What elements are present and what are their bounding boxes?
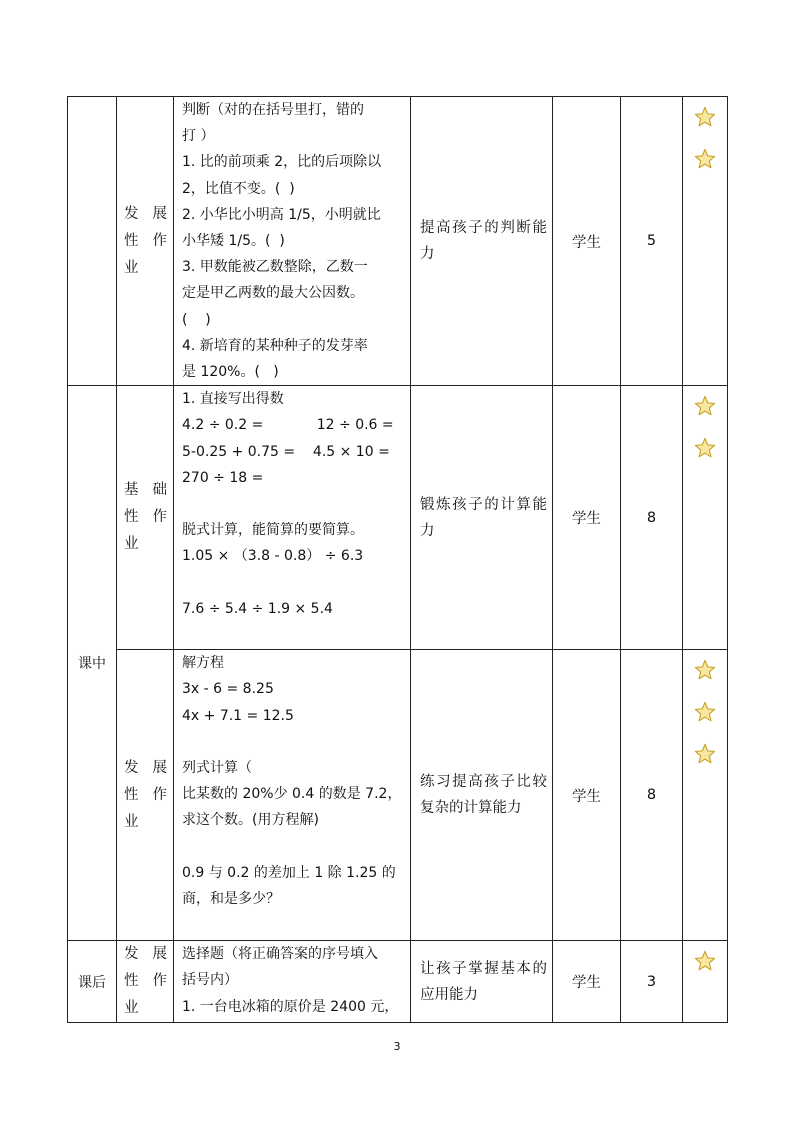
- who-cell: 学生: [553, 941, 621, 1023]
- stars-cell: [683, 97, 728, 386]
- goal-cell: 让孩子掌握基本的应用能力: [411, 941, 553, 1023]
- content-cell: [174, 941, 411, 1023]
- star-icon: [694, 395, 716, 417]
- table-row: [68, 386, 728, 650]
- content-line: 3. 甲数能被乙数整除，乙数一: [182, 259, 368, 276]
- content-line: [182, 834, 404, 860]
- goal-cell: 锻炼孩子的计算能力: [411, 386, 553, 650]
- content-line: 判断（对的在括号里打，错的: [182, 102, 364, 118]
- content-line: 列式计算（: [182, 760, 252, 777]
- content-line: 270 ÷ 18 =: [182, 469, 264, 486]
- content-cell: [174, 650, 411, 941]
- content-line: 2. 小华比小明高 1/5，小明就比: [182, 206, 381, 223]
- content-line: [182, 491, 404, 517]
- who-cell: 学生: [553, 97, 621, 386]
- content-line: 1. 一台电冰箱的原价是 2400 元，: [182, 998, 399, 1015]
- content-line: 打 ）: [182, 128, 215, 145]
- content-line: 小华矮 1/5。( ): [182, 233, 285, 250]
- table-row: [68, 941, 728, 1023]
- content-line: 1. 直接写出得数: [182, 391, 284, 408]
- star-icon: [694, 106, 716, 128]
- who-cell: 学生: [553, 386, 621, 650]
- content-cell: [174, 386, 411, 650]
- stars-cell: [683, 941, 728, 1023]
- content-line: 选择题（将正确答案的序号填入: [182, 946, 378, 963]
- minutes-cell: 3: [621, 941, 683, 1023]
- content-cell: [174, 97, 411, 386]
- content-line: 1.05 × （3.8 - 0.8） ÷ 6.3: [182, 548, 364, 565]
- stage-cell: 课后: [68, 941, 117, 1023]
- star-icon: [694, 701, 716, 723]
- content-line: 1. 比的前项乘 2，比的后项除以: [182, 154, 382, 171]
- stage-cell: 课中: [68, 386, 117, 941]
- content-line: 4. 新培育的某种种子的发芽率: [182, 337, 368, 354]
- star-icon: [694, 148, 716, 170]
- content-line: [182, 570, 404, 596]
- type-cell: 基础性作业: [117, 386, 174, 650]
- minutes-cell: 8: [621, 386, 683, 650]
- content-line: 是 120%。( ): [182, 364, 279, 381]
- table-row: [68, 650, 728, 941]
- content-line: 解方程: [182, 655, 224, 672]
- content-line: 4.2 ÷ 0.2 = 12 ÷ 0.6 =: [182, 417, 394, 434]
- star-icon: [694, 743, 716, 765]
- content-line: 4x + 7.1 = 12.5: [182, 707, 294, 724]
- stage-cell: [68, 97, 117, 386]
- content-line: 脱式计算，能简算的要简算。: [182, 522, 364, 539]
- who-cell: 学生: [553, 650, 621, 941]
- minutes-cell: 8: [621, 650, 683, 941]
- content-line: 求这个数。(用方程解): [182, 812, 319, 829]
- goal-cell: 提高孩子的判断能力: [411, 97, 553, 386]
- content-line: 5-0.25 + 0.75 = 4.5 × 10 =: [182, 443, 390, 460]
- star-icon: [694, 950, 716, 972]
- content-line: 比某数的 20%少 0.4 的数是 7.2，: [182, 786, 402, 803]
- stars-cell: [683, 386, 728, 650]
- type-cell: 发展性作业: [117, 97, 174, 386]
- content-line: 3x - 6 = 8.25: [182, 681, 274, 698]
- content-line: 括号内）: [182, 972, 238, 989]
- stars-cell: [683, 650, 728, 941]
- content-line: 商，和是多少？: [182, 891, 280, 908]
- content-line: 0.9 与 0.2 的差加上 1 除 1.25 的: [182, 864, 396, 881]
- homework-table: [67, 96, 728, 1023]
- content-line: 2，比值不变。( ): [182, 180, 295, 197]
- content-line: [182, 729, 404, 755]
- star-icon: [694, 659, 716, 681]
- type-cell: 发展性作业: [117, 650, 174, 941]
- type-cell: 发展性作业: [117, 941, 174, 1023]
- content-line: 7.6 ÷ 5.4 ÷ 1.9 × 5.4: [182, 600, 333, 617]
- goal-cell: 练习提高孩子比较复杂的计算能力: [411, 650, 553, 941]
- content-line: 定是甲乙两数的最大公因数。: [182, 285, 364, 302]
- star-icon: [694, 437, 716, 459]
- minutes-cell: 5: [621, 97, 683, 386]
- page-number: 3: [393, 1040, 401, 1053]
- table-row: [68, 97, 728, 386]
- content-line: ( ): [182, 311, 211, 328]
